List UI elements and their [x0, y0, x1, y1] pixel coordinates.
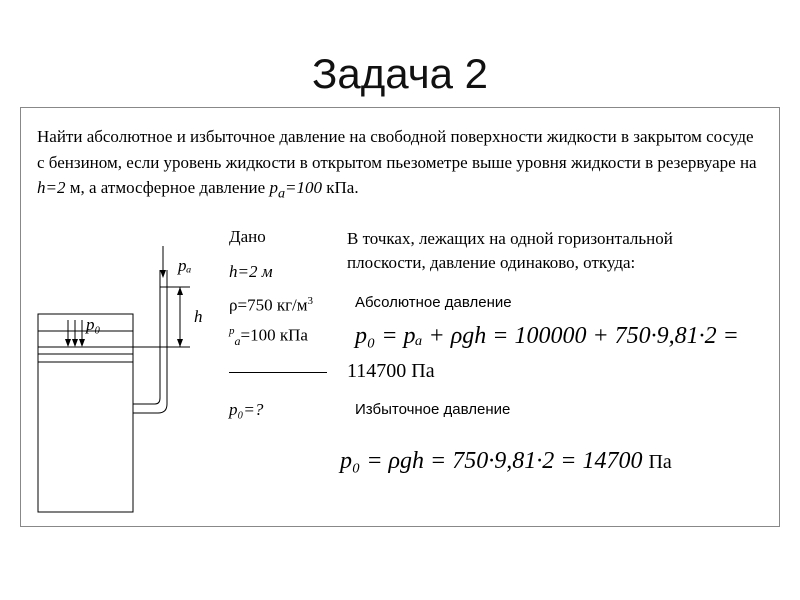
- given-pa-sub: a: [234, 334, 241, 349]
- given-separator: [229, 372, 327, 373]
- excess-label: Избыточное давление: [355, 401, 511, 418]
- slide-title: Задача 2: [312, 50, 488, 97]
- excess-formula: [340, 448, 672, 475]
- absolute-result-value: 114700: [347, 360, 407, 382]
- piezometer-tube: [133, 270, 167, 413]
- absolute-result: [347, 360, 435, 383]
- given-pa: [229, 325, 308, 349]
- excess-unit: Па: [648, 451, 672, 473]
- problem-pa-value: =100: [285, 178, 322, 197]
- given-rho-sup: 3: [307, 295, 314, 307]
- label-p0: p₀: [86, 315, 101, 334]
- problem-text-end: кПа.: [322, 178, 359, 197]
- given-pa-symbol: p: [229, 325, 235, 337]
- given-pa-value: =100 кПа: [240, 325, 308, 345]
- piezometer-tube: [133, 270, 160, 404]
- given-rho: [229, 295, 313, 316]
- problem-pa-subscript: a: [277, 185, 286, 202]
- tank-outline: [38, 314, 133, 512]
- absolute-result-unit: Па: [411, 360, 435, 382]
- given-h: h=2 м: [229, 262, 273, 281]
- excess-formula-text: p₀ = ρgh = 750·9,81·2 = 14700: [340, 448, 643, 474]
- label-h: h: [194, 307, 203, 326]
- label-pa: pₐ: [178, 256, 192, 275]
- given-rho-text: ρ=750 кг/м: [229, 295, 308, 315]
- absolute-formula: p₀ = pₐ + ρgh = 100000 + 750·9,81·2 =: [355, 323, 739, 349]
- given-header: Дано: [229, 227, 266, 246]
- problem-text-start: Найти абсолютное и избыточное давление на свободной поверхности жидкости в закрытом сосуде с бензином, если уровень жидкости в открытом пьезометре выше уровня жидкости в резервуаре на: [37, 127, 757, 172]
- given-find: p₀=?: [229, 400, 264, 419]
- solution-intro: В точках, лежащих на одной горизонтальной плоскости, давление одинаково, откуда:: [347, 229, 673, 272]
- problem-text-mid: м, а атмосферное давление: [65, 178, 270, 197]
- problem-h-value: h=2: [37, 178, 66, 197]
- problem-pa-symbol: p: [269, 178, 278, 197]
- absolute-label: Абсолютное давление: [355, 294, 512, 311]
